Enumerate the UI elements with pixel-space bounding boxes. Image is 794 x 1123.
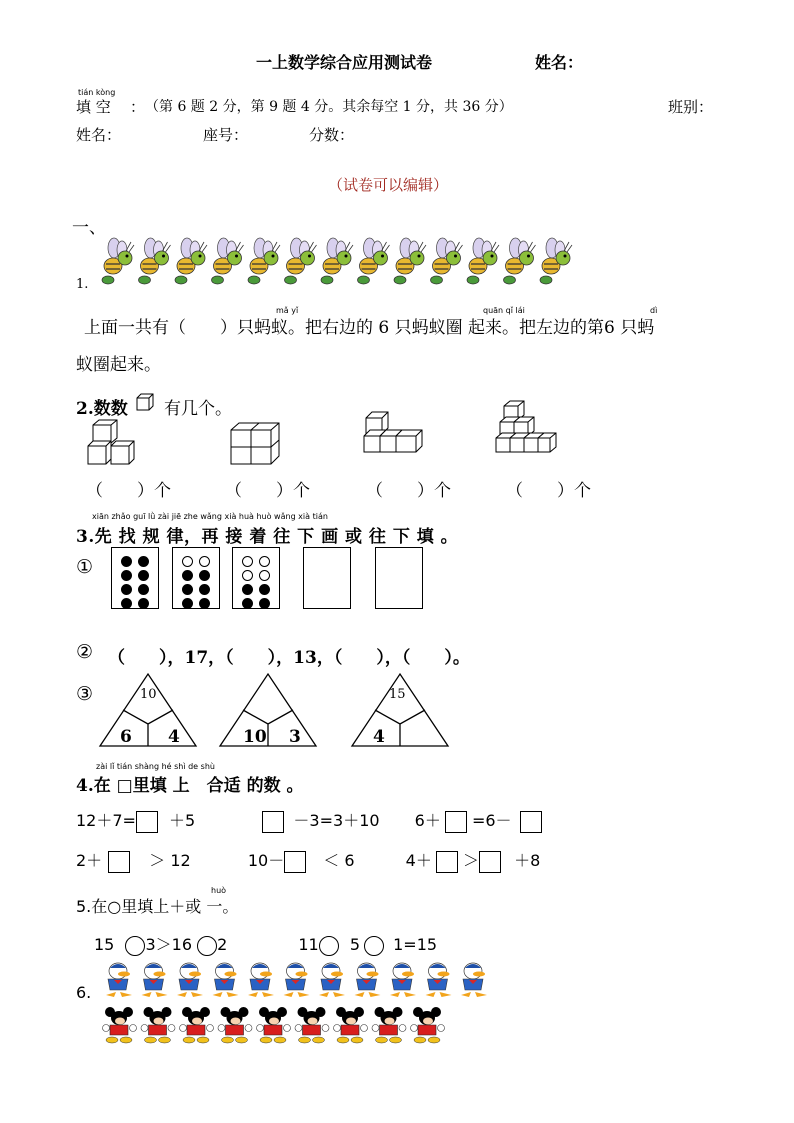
page-title: 一上数学综合应用测试卷 (256, 53, 433, 72)
duck-icon (213, 963, 239, 997)
answer-box[interactable] (479, 851, 501, 873)
ant-icon (285, 238, 317, 284)
q4-row1 (76, 808, 542, 833)
ant-icon (321, 238, 353, 284)
fill-colon: ： (130, 98, 146, 116)
ant-icon (358, 238, 390, 284)
fill-pinyin: tián kòng (78, 88, 116, 97)
q2-title-post: 有几个。 (164, 399, 232, 419)
q5-d: 11 (298, 935, 319, 954)
q1-number: 1. (76, 277, 89, 292)
dot-card-3 (232, 547, 280, 609)
q1-pinyin-mayi: mǎ yǐ (276, 306, 299, 315)
q2-answer-4: （ ）个 (506, 481, 591, 501)
duck-icon (426, 963, 452, 997)
mouse-row (102, 1006, 462, 1044)
duck-icon (284, 963, 310, 997)
answer-circle[interactable] (125, 936, 145, 956)
q5-c: 2 (217, 935, 228, 954)
duck-icon (319, 963, 345, 997)
answer-box[interactable] (445, 811, 467, 833)
q4-r2-e: 4＋ (405, 851, 432, 870)
triangle-3-top: 15 (389, 687, 406, 702)
fill-label: 填 空 (76, 98, 111, 116)
duck-icon (106, 963, 132, 997)
answer-box[interactable] (262, 811, 284, 833)
blank-card-1[interactable] (303, 547, 351, 609)
q4-row2 (76, 848, 540, 873)
q4-r2-f: ＞ (462, 851, 479, 870)
answer-box[interactable] (284, 851, 306, 873)
blank-card-2[interactable] (375, 547, 423, 609)
ant-icon (431, 238, 463, 284)
q4-r2-c: 10－ (247, 851, 285, 870)
answer-circle[interactable] (364, 936, 384, 956)
mouse-icon (411, 1007, 445, 1043)
q5-pinyin: huò (211, 886, 227, 895)
editable-note: （试卷可以编辑） (328, 176, 449, 194)
cube-figure-2 (228, 422, 282, 466)
triangle-2-left: 10 (243, 727, 267, 747)
ant-icon (504, 238, 536, 284)
q4-r1-a: 12＋7= (76, 811, 136, 830)
q1-line2: 蚁圈起来。 (76, 355, 161, 375)
mouse-icon (257, 1007, 291, 1043)
mouse-icon (295, 1007, 329, 1043)
triangle-2-right: 3 (289, 727, 301, 747)
answer-box[interactable] (436, 851, 458, 873)
q1-pinyin-quanqi: quān qǐ lái (483, 306, 525, 315)
q4-r1-d: 6＋ (414, 811, 441, 830)
mouse-icon (218, 1007, 252, 1043)
answer-box[interactable] (136, 811, 158, 833)
cube-icon (135, 392, 155, 412)
name-label: 姓名： (76, 126, 122, 144)
mouse-icon (141, 1007, 175, 1043)
mouse-icon (103, 1007, 137, 1043)
ant-icon (139, 238, 171, 284)
duck-icon (461, 963, 487, 997)
answer-circle[interactable] (319, 936, 339, 956)
name-label-top: 姓名： (535, 53, 584, 72)
triangle-1-right: 4 (168, 727, 180, 747)
q4-r2-b: ＞ 12 (149, 851, 191, 870)
dot-card-2 (172, 547, 220, 609)
cube-figure-3 (362, 410, 432, 456)
q4-r1-b: ＋5 (169, 811, 196, 830)
q3-sequence: （ ），17，（ ），13，（ ），（ ）。 (108, 648, 470, 668)
q4-r2-a: 2＋ (76, 851, 103, 870)
mouse-icon (334, 1007, 368, 1043)
q3-pinyin: xiān zhǎo guī lǜ zài jiē zhe wǎng xià huà huò wǎng xià tián (92, 512, 328, 521)
q2-answer-3: （ ）个 (366, 481, 451, 501)
q3-sub2: ② (76, 641, 94, 663)
q5-title: 5.在○里填上＋或 一。 (76, 897, 239, 916)
q4-r1-c: －3=3＋10 (293, 811, 380, 830)
duck-icon (177, 963, 203, 997)
q5-b: 3＞16 (145, 935, 192, 954)
q4-r1-e: =6－ (471, 811, 512, 830)
ant-icon (175, 238, 207, 284)
cube-figure-1 (86, 418, 146, 464)
ant-icon (212, 238, 244, 284)
triangle-1-top: 10 (140, 687, 157, 702)
q5-a: 15 (94, 935, 115, 954)
ant-icon (248, 238, 280, 284)
dot-card-1 (111, 547, 159, 609)
mouse-icon (372, 1007, 406, 1043)
triangle-2 (218, 672, 318, 748)
triangle-3-left: 4 (373, 727, 385, 747)
q4-title: 4.在 □里填 上 合适 的数 。 (76, 776, 304, 796)
q4-pinyin: zài lǐ tián shàng hé shì de shù (96, 762, 215, 771)
q5-f: 1=15 (393, 935, 438, 954)
ant-icon (102, 238, 134, 284)
answer-box[interactable] (520, 811, 542, 833)
q2-answer-1: （ ）个 (86, 481, 171, 501)
q3-sub3: ③ (76, 683, 94, 705)
q4-r2-d: ＜ 6 (323, 851, 355, 870)
triangle-3 (350, 672, 450, 748)
q1-line1: 上面一共有（ ）只蚂蚁。把右边的 6 只蚂蚁圈 起来。把左边的第6 只蚂 (84, 318, 655, 338)
ant-icon (394, 238, 426, 284)
section-one: 一、 (72, 218, 106, 238)
q3-title: 3.先 找 规 律，再 接 着 往 下 画 或 往 下 填 。 (76, 527, 459, 547)
ant-icon (467, 238, 499, 284)
score-note: （第 6 题 2 分，第 9 题 4 分。其余每空 1 分，共 36 分） (145, 99, 513, 115)
q6-number: 6. (76, 983, 92, 1002)
duck-icon (248, 963, 274, 997)
seat-label: 座号： (203, 126, 249, 144)
class-label: 班别： (668, 98, 714, 116)
triangle-1-left: 6 (120, 727, 132, 747)
q5-row (94, 932, 437, 956)
q2-title-pre: 2.数数 (76, 399, 128, 419)
ant-icon (540, 238, 572, 284)
q5-e: 5 (349, 935, 361, 954)
q1-pinyin-di: dì (650, 306, 658, 315)
score-label: 分数： (309, 126, 355, 144)
answer-box[interactable] (108, 851, 130, 873)
duck-row (102, 962, 502, 1000)
duck-icon (142, 963, 168, 997)
duck-icon (355, 963, 381, 997)
triangle-1 (98, 672, 198, 748)
duck-icon (390, 963, 416, 997)
ants-row (98, 238, 578, 290)
mouse-icon (180, 1007, 214, 1043)
cube-figure-4 (494, 400, 560, 458)
q2-answer-2: （ ）个 (225, 481, 310, 501)
answer-circle[interactable] (197, 936, 217, 956)
q3-sub1: ① (76, 556, 94, 578)
q4-r2-g: ＋8 (514, 851, 541, 870)
